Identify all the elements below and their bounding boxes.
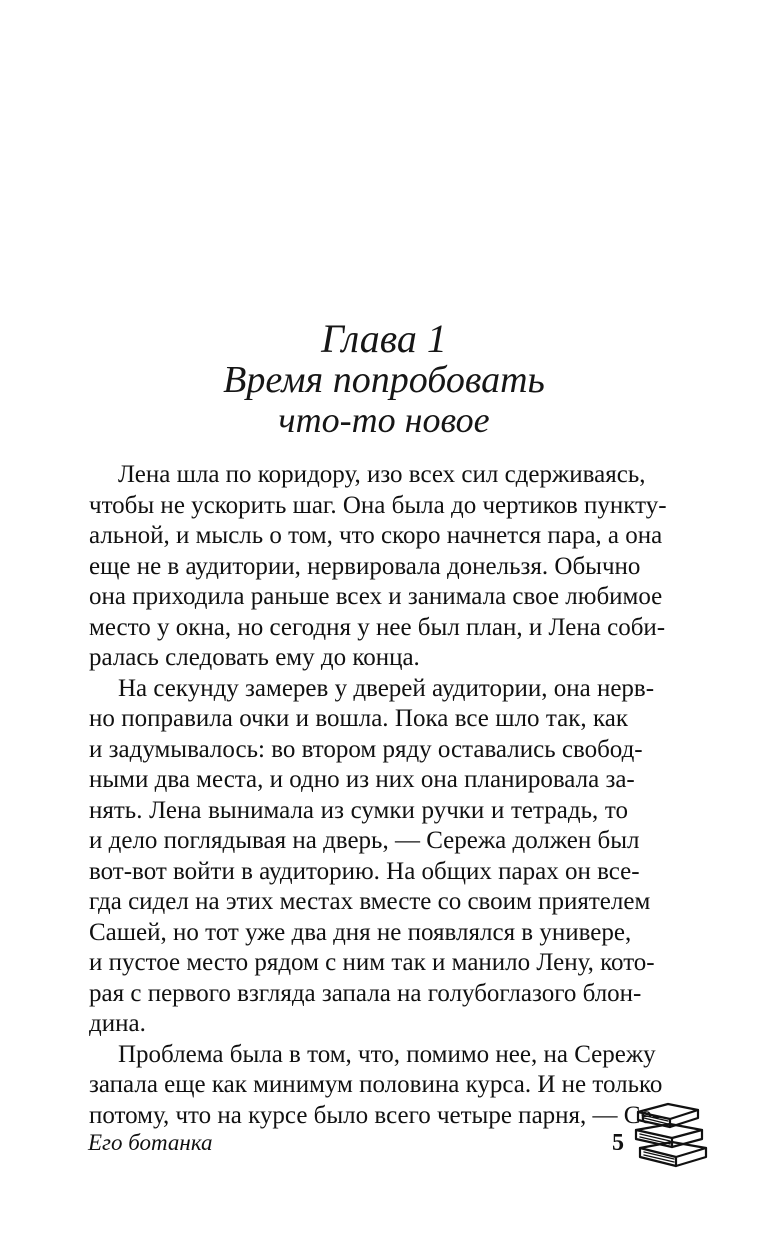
text-line: потому, что на курсе было всего четыре парня, — Се- [89, 1101, 661, 1129]
text-line: дина. [89, 1010, 146, 1037]
text-line: альной, и мысль о том, что скоро начнется пара, а она [89, 522, 663, 549]
text-line: она приходила раньше всех и занимала свое любимое [89, 583, 663, 610]
text-line: и дело поглядывая на дверь, — Сережа должен был [89, 827, 640, 854]
chapter-heading [0, 318, 768, 440]
text-line: и пустое место рядом с ним так и манило Лену, кото- [89, 949, 655, 976]
text-line: Лена шла по коридору, изо всех сил сдерживаясь, [118, 461, 646, 488]
text-line: чтобы не ускорить шаг. Она была до чертиков пункту- [89, 491, 667, 519]
chapter-title-line-2: что-то новое [278, 400, 490, 440]
text-line: гда сидел на этих местах вместе со своим приятелем [89, 888, 651, 915]
chapter-title-line-1: Время попробовать [223, 359, 545, 401]
text-line: вот-вот войти в аудиторию. На общих парах он все- [89, 857, 640, 885]
text-line: Сашей, но тот уже два дня не появлялся в универе, [89, 918, 632, 946]
running-footer-title: Его ботанка [88, 1130, 213, 1155]
text-line: ралась следовать ему до конца. [89, 644, 420, 671]
text-line: На секунду замерев у дверей аудитории, она нерв- [118, 674, 655, 702]
text-line: еще не в аудитории, нервировала донельзя. Обычно [89, 552, 641, 580]
page-number: 5 [612, 1130, 624, 1156]
stacked-books-icon [628, 1100, 712, 1170]
chapter-label: Глава 1 [321, 316, 447, 361]
text-line: место у окна, но сегодня у нее был план, и Лена соби- [89, 613, 666, 641]
paragraph [89, 460, 667, 674]
paragraph [89, 1040, 663, 1132]
text-line: но поправила очки и вошла. Пока все шло так, как [89, 705, 628, 732]
text-line: и задумывалось: во втором ряду оставались свобод- [89, 735, 643, 763]
text-line: запала еще как минимум половина курса. И не только [89, 1071, 663, 1098]
paragraph [89, 674, 655, 1040]
text-line: нять. Лена вынимала из сумки ручки и тетрадь, то [89, 796, 628, 824]
text-line: рая с первого взгляда запала на голубоглазого блон- [89, 979, 642, 1007]
body-text [89, 460, 667, 1131]
text-line: Проблема была в том, что, помимо нее, на Сережу [118, 1040, 656, 1068]
text-line: ными два места, и одно из них она планировала за- [89, 766, 635, 793]
